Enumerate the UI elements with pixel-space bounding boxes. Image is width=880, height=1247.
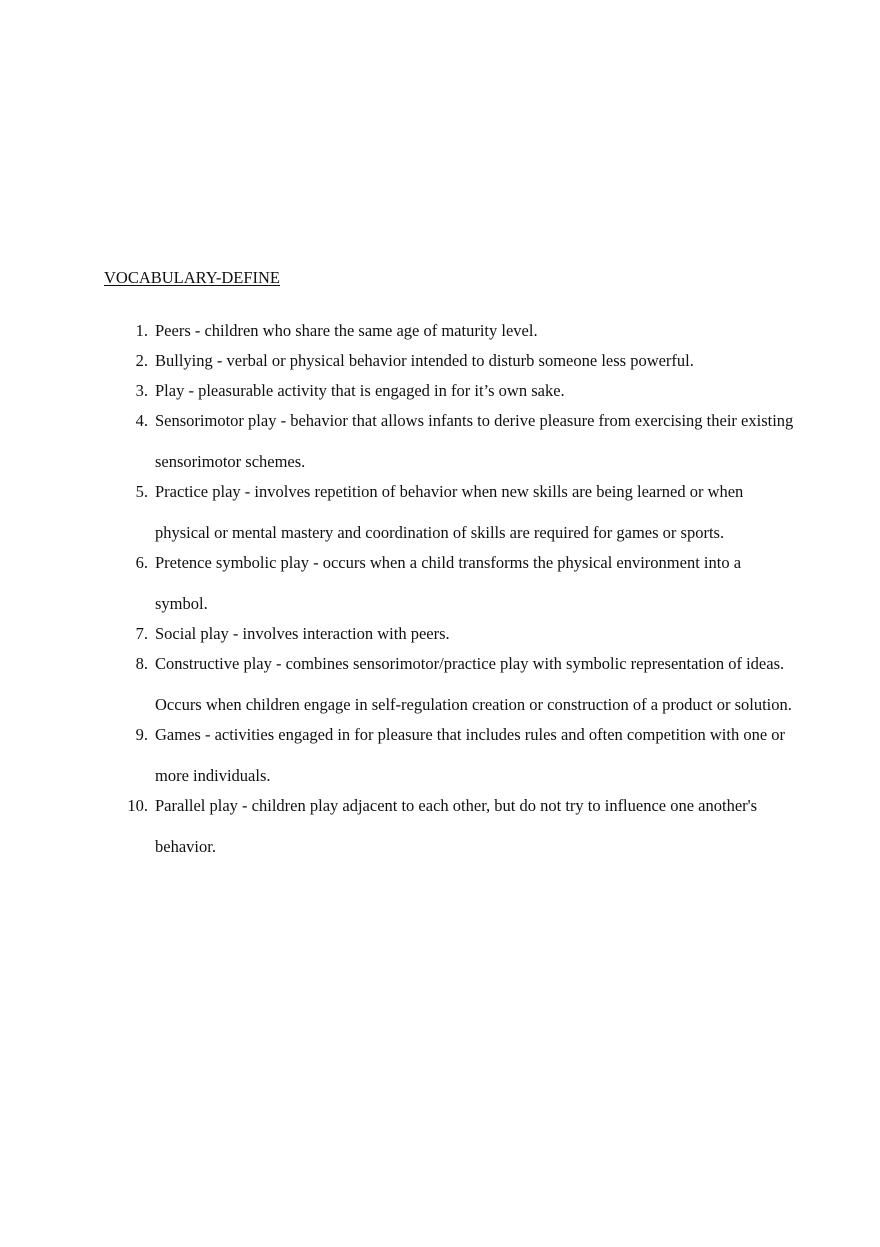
item-definition: Play - pleasurable activity that is engaged in for it’s own sake. xyxy=(155,381,565,400)
item-number: 2. xyxy=(135,351,148,370)
item-number: 9. xyxy=(135,725,148,744)
item-definition: Practice play - involves repetition of behavior when new skills are being learned or when physical or mental mastery and coordination of skills are required for games or sports. xyxy=(155,482,744,542)
item-number: 10. xyxy=(127,796,148,815)
item-number: 3. xyxy=(135,381,148,400)
item-number: 8. xyxy=(135,654,148,673)
item-definition: Constructive play - combines sensorimotor/practice play with symbolic representation of ideas. Occurs when children engage in self-regulation creation or construction of a product or solution. xyxy=(155,654,792,714)
vocabulary-item xyxy=(104,400,794,482)
item-definition: Social play - involves interaction with peers. xyxy=(155,624,450,643)
item-definition: Bullying - verbal or physical behavior intended to disturb someone less powerful. xyxy=(155,351,694,370)
item-definition: Peers - children who share the same age of maturity level. xyxy=(155,321,538,340)
vocabulary-heading: VOCABULARY-DEFINE xyxy=(104,268,281,287)
item-definition: Pretence symbolic play - occurs when a child transforms the physical environment into a symbol. xyxy=(155,553,742,613)
item-number: 7. xyxy=(135,624,148,643)
item-number: 6. xyxy=(135,553,148,572)
vocabulary-item xyxy=(104,471,794,553)
item-number: 1. xyxy=(135,321,148,340)
item-number: 4. xyxy=(135,411,148,430)
vocabulary-item xyxy=(104,714,794,796)
item-definition: Games - activities engaged in for pleasure that includes rules and often competition with one or more individuals. xyxy=(155,725,786,785)
vocabulary-list xyxy=(104,310,794,867)
item-definition: Sensorimotor play - behavior that allows infants to derive pleasure from exercising their existing sensorimotor schemes. xyxy=(155,411,794,471)
item-number: 5. xyxy=(135,482,148,501)
vocabulary-item xyxy=(104,643,794,725)
vocabulary-item xyxy=(104,542,794,624)
item-definition: Parallel play - children play adjacent to each other, but do not try to influence one another's behavior. xyxy=(155,796,758,856)
vocabulary-item xyxy=(104,785,794,867)
